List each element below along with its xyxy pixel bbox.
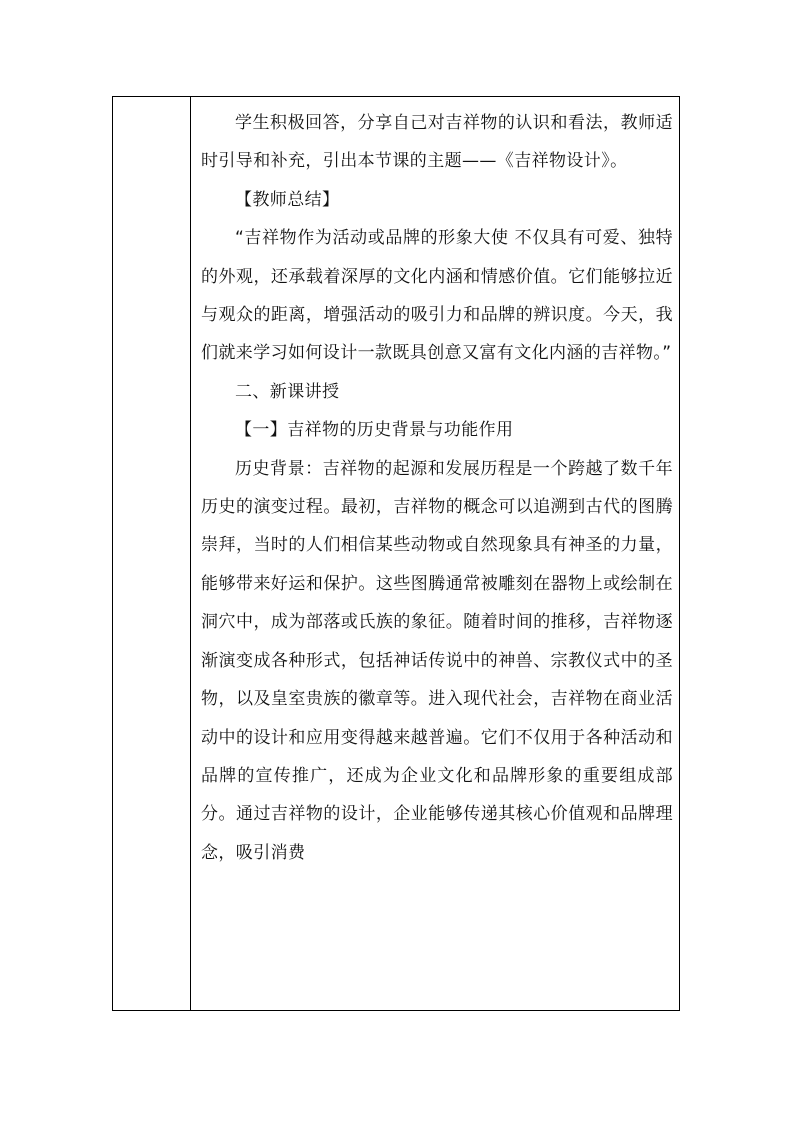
paragraph-student-response: 学生积极回答，分享自己对吉祥物的认识和看法，教师适时引导和补充，引出本节课的主题——《吉祥物设计》。 (201, 113, 673, 172)
paragraph-section-new-lesson: 二、新课讲授 (235, 381, 340, 402)
lesson-plan-table (112, 96, 680, 1011)
table-content-cell (192, 97, 679, 1010)
paragraph-subsection-history: 【一】吉祥物的历史背景与功能作用 (235, 420, 514, 441)
paragraph-teacher-summary-quote: “吉祥物作为活动或品牌的形象大使 不仅具有可爱、独特的外观，还承载着深厚的文化内涵和情感价值。它们能够拉近与观众的距离，增强活动的吸引力和品牌的辨识度。今天，我们就来学习如何设计一款既具创意又富有文化内涵的吉祥物。” (201, 228, 673, 364)
table-left-column (113, 97, 191, 1010)
paragraph-teacher-summary-heading: 【教师总结】 (235, 189, 340, 210)
lesson-content (201, 104, 673, 872)
paragraph-history-background: 历史背景：吉祥物的起源和发展历程是一个跨越了数千年历史的演变过程。最初，吉祥物的概念可以追溯到古代的图腾崇拜，当时的人们相信某些动物或自然现象具有神圣的力量，能够带来好运和保护。这些图腾通常被雕刻在器物上或绘制在洞穴中，成为部落或氏族的象征。随着时间的推移，吉祥物逐渐演变成各种形式，包括神话传说中的神兽、宗教仪式中的圣物，以及皇室贵族的徽章等。进入现代社会，吉祥物在商业活动中的设计和应用变得越来越普遍。它们不仅用于各种活动和品牌的宣传推广，还成为企业文化和品牌形象的重要组成部分。通过吉祥物的设计，企业能够传递其核心价值观和品牌理念，吸引消费 (201, 458, 673, 863)
